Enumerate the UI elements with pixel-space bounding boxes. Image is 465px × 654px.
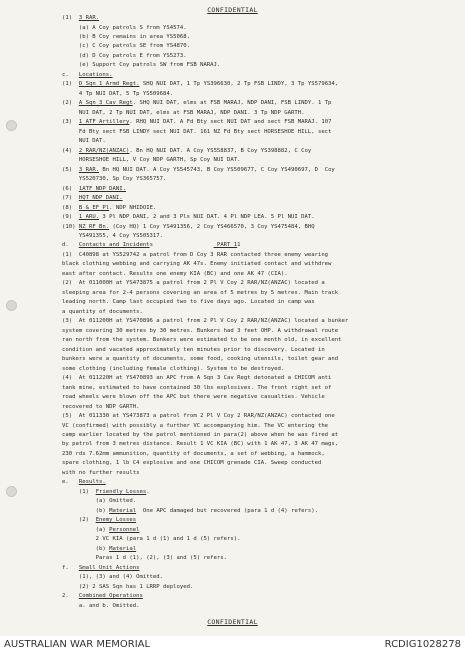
document-line: (4) 2 RAR/NZ(ANZAC). Bn HQ NUI DAT. A Coy YS558837, B Coy YS398882, C Coy xyxy=(62,147,312,154)
document-line: sleeping area for 2-4 persons covering an area of 5 metres by 5 metres. Main track xyxy=(62,289,339,296)
document-line: YS520730, Sp Coy YS365757. xyxy=(62,176,167,183)
document-line: VC (confirmed) with possibly a further VC accompanying him. The VC entering the xyxy=(62,422,329,429)
archive-bar xyxy=(0,636,465,654)
classification-footer: CONFIDENTIAL xyxy=(207,618,258,626)
document-line: (a) Omitted. xyxy=(62,498,137,505)
document-line: road wheels were blown off the APC but there were negative casualties. Vehicle xyxy=(62,394,325,400)
document-line: (1) 3 RAR. xyxy=(62,15,100,21)
document-line: (b) Material One APC damaged but recovered (para 1 d (4) refers). xyxy=(62,507,318,514)
document-line: (9) 1 ARU. 3 Pl NDP DANI, 2 and 3 Pls NUI DAT. 4 Pl NDP LEA. 5 Pl NUI DAT. xyxy=(62,214,315,220)
document-line: (10) NZ RF Bn. (Coy HQ) 1 Coy YS491356, 2 Coy YS466570, 3 Coy YS475484, BHQ xyxy=(62,223,315,230)
document-line: ran north from the system. Bunkers were estimated to be one month old, in excellent xyxy=(62,337,342,344)
document-line: leading north. Camp last occupied two to five days ago. Located in camp was xyxy=(62,299,315,306)
document-line: (a) Personnel xyxy=(62,526,140,533)
document-line: 2. Combined Operations xyxy=(62,593,143,599)
document-line: (5) 3 RAR. Bn HQ NUI DAT. A Coy YS545743, B Coy YS509677, C Coy YS490697, D Coy xyxy=(62,166,335,173)
archive-name: AUSTRALIAN WAR MEMORIAL xyxy=(4,639,151,650)
document-line: (b) B Coy remains in area YS5068. xyxy=(62,34,190,40)
document-line: condition and vacated approximately ten minutes prior to discovery. Located in xyxy=(62,346,325,353)
document-line: (3) At 011200H at YS470896 a patrol from 2 Pl V Coy 2 RAR/NZ(ANZAC) located a bunker xyxy=(62,318,349,325)
document-line: (1), (3) and (4) Omitted. xyxy=(62,574,164,581)
punch-hole xyxy=(6,486,17,497)
punch-hole xyxy=(6,300,17,311)
document-line: HORSESHOE HILL, V Coy NDP GARTH, Sp Coy NUI DAT. xyxy=(62,157,241,164)
document-line: NUI DAT, 2 Tp NUI DAT, elms at FSB MARAJ, NDP DANI. 3 Tp NDP GARTH. xyxy=(62,109,305,116)
document-line: (2) At 011000H at YS473875 a patrol from 2 Pl V Coy 2 RAR/NZ(ANZAC) located a xyxy=(62,280,325,287)
document-line: (4) At 011220H at YS470893 an APC from A Sqn 3 Cav Regt detonated a CHICOM anti xyxy=(62,375,332,382)
document-line: bunkers were a quantity of documents, some food, cooking utensils, toilet gear and xyxy=(62,356,339,363)
document-line: (1) Friendly Losses. xyxy=(62,488,150,495)
document-line: (e) Support Coy patrols SW from FSB NARAJ. xyxy=(62,62,221,69)
document-line: black clothing webbing and carrying AK 47s. Enemy initiated contact and withdrew xyxy=(62,261,332,268)
document-line: 4 Tp NUI DAT, 5 Tp YS509684. xyxy=(62,90,174,97)
document-line: tank mine, estimated to have contained 30 lbs explosives. The front right set of xyxy=(62,384,332,391)
document-line: with no further results xyxy=(62,469,140,476)
classification-header: CONFIDENTIAL xyxy=(207,6,258,14)
document-line: (2) 2 SAS Sqn has 1 LRRP deployed. xyxy=(62,583,194,590)
document-line: a quantity of documents. xyxy=(62,308,143,315)
document-line: (a) A Coy patrols S from YS4574. xyxy=(62,24,187,31)
document-line: YS491355, 4 Coy YS505317. xyxy=(62,233,164,239)
document-line: (2) Enemy Losses xyxy=(62,517,137,524)
document-line: recovered to NDP GARTH. xyxy=(62,403,140,410)
document-line: NUI DAT. xyxy=(62,138,106,145)
document-line: east after contact. Results one enemy KIA (BC) and one AK 47 (CIA). xyxy=(62,270,288,277)
document-line: (6) 1ATF NDP DANI. xyxy=(62,185,126,192)
document-line: (2) A Sqn 3 Cav Regt. SHQ NUI DAT, elms at FSB MARAJ, NDP DANI, FSB LINDY. 1 Tp xyxy=(62,100,332,107)
punch-hole xyxy=(6,120,17,131)
document-line: system covering 30 metres by 30 metres. Bunkers had 3 feet OHP. A withdrawal route xyxy=(62,327,339,334)
document-line: camp earlier located by the patrol mentioned in para(2) above when he was fired at xyxy=(62,432,339,438)
document-line: (1) D Sqn 1 Armd Regt. SHQ NUI DAT, 1 Tp YS396630, 2 Tp FSB LINDY, 3 Tp YS579634, xyxy=(62,81,339,88)
document-line: (d) D Coy patrols E from YS5273. xyxy=(62,52,187,59)
document-line: some clothing (including female clothing). System to be destroyed. xyxy=(62,365,285,372)
document-line: f. Small Unit Actions xyxy=(62,564,140,571)
document-line: (8) B & EF Pl. NDP NHIDOIE. xyxy=(62,204,157,211)
document-line: (7) HQT NDP DANI. xyxy=(62,195,123,201)
document-line: (3) 1 ATF Artillery. RHQ NUI DAT. A Fd Bty sect NUI DAT and sect FSB MARAJ. 107 xyxy=(62,119,332,126)
document-line: (5) At 011330 at YS473873 a patrol from 2 Pl V Coy 2 RAR/NZ(ANZAC) contacted one xyxy=(62,413,335,419)
document-line: (c) C Coy patrols SE from YS4870. xyxy=(62,43,190,50)
document-line: a. and b. Omitted. xyxy=(62,602,140,609)
document-line: Fd Bty sect FSB LINDY sect NUI DAT. 161 NZ Fd Bty sect HORSESHOE HILL, sect xyxy=(62,128,332,135)
document-line: by patrol from 3 metres distance. Result 1 VC KIA (BC) with 1 AK 47, 3 AK 47 mags, xyxy=(62,441,339,448)
document-line: 2 VC KIA (para 1 d (1) and 1 d (5) refers). xyxy=(62,536,241,543)
document-line: d. Contacts and Incidents PART 11 xyxy=(62,242,241,249)
document-line: Paras 1 d (1), (2), (3) and (5) refers. xyxy=(62,555,228,562)
document-line: e. Results. xyxy=(62,479,106,486)
document-line: spare clothing, 1 lb C4 explosive and one CHICOM grenade CIA. Sweep conducted xyxy=(62,460,322,467)
document-line: 230 rds 7.62mm ammunition, quantity of documents, a set of webbing, a hammock, xyxy=(62,450,325,457)
document-line: (b) Material xyxy=(62,545,137,552)
document-line: c. Locations. xyxy=(62,71,113,78)
document-line: (1) C40898 at YS529742 a patrol from D Coy 3 RAR contacted three enemy wearing xyxy=(62,251,329,258)
archive-reference: RCDIG1028278 xyxy=(384,639,461,650)
